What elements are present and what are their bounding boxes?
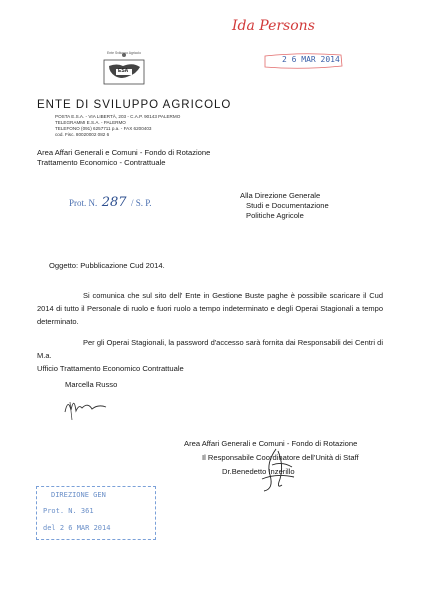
received-date: 2 6 MAR 2014: [282, 55, 340, 64]
recipient-line: Politiche Agricole: [246, 211, 304, 220]
recipient-line: Studi e Documentazione: [246, 201, 329, 210]
protocol-prefix: Prot. N.: [69, 198, 98, 208]
protocol-number: [69, 193, 152, 211]
body-paragraph: Si comunica che sul sito dell' Ente in Gestione Buste paghe è possibile scaricare il Cud 2014 di tutto il Personale di ruolo e fuori ruolo a tempo indeterminato e degli Operai Stagionali a tempo determinato.: [37, 291, 383, 326]
organization-name: ENTE DI SVILUPPO AGRICOLO: [37, 99, 232, 111]
department-line: Area Affari Generali e Comuni - Fondo di Rotazione: [37, 148, 211, 157]
address-line: POSTA E.S.A. - VIA LIBERTÀ, 203 - C.A.P. 90143 PALERMO: [55, 114, 181, 119]
top-handwritten-signature: Ida Persons: [232, 18, 315, 34]
handwritten-signature: [252, 445, 302, 495]
closing-line: Dr.Benedetto Inzerillo: [222, 467, 295, 476]
logo-caption: Ente Sviluppo Agricolo: [107, 51, 141, 55]
department-block: [37, 148, 210, 168]
address-line: TELEFONO (091) 6257711 p.a. - FAX 6200403: [55, 126, 152, 131]
body-paragraph: Per gli Operai Stagionali, la password d'accesso sarà fornita dai Responsabili dei Centri di M.a.: [37, 338, 383, 360]
department-line: Trattamento Economico - Contrattuale: [37, 158, 166, 167]
office-person: Marcella Russo: [65, 380, 118, 389]
organization-address: [55, 114, 255, 138]
protocol-handwritten-number: 287: [101, 195, 127, 210]
protocol-received-stamp: [36, 486, 156, 540]
office-block: [37, 364, 184, 390]
subject-line: Oggetto: Pubblicazione Cud 2014.: [49, 261, 165, 270]
address-line: cod. Fisc. 80020002 082 6: [55, 132, 110, 137]
esa-logo: [103, 52, 145, 86]
closing-line: Area Affari Generali e Comuni - Fondo di Rotazione: [184, 439, 358, 448]
stamp-line: Prot. N. 361: [43, 507, 94, 515]
received-date-stamp: [262, 52, 344, 70]
recipient-block: [240, 191, 329, 221]
logo-letters: ESA: [118, 68, 129, 74]
recipient-line: Alla Direzione Generale: [240, 191, 321, 200]
handwritten-initials: [62, 392, 112, 422]
closing-line: Il Responsabile Coordinatore dell'Unità di Staff: [202, 453, 359, 462]
stamp-line: DIREZIONE GEN: [51, 491, 106, 499]
office-name: Ufficio Trattamento Economico Contrattuale: [37, 364, 184, 373]
protocol-suffix: / S. P.: [131, 198, 152, 208]
address-line: TELEGRAMMI E.S.A. - PALERMO: [55, 120, 126, 125]
stamp-line: del 2 6 MAR 2014: [43, 524, 111, 532]
